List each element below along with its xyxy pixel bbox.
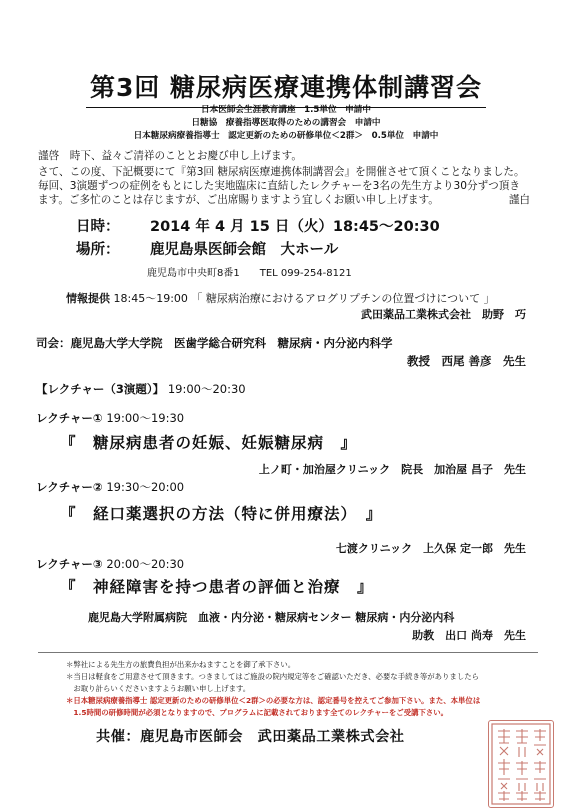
- lecture-1-title: 『 糖尿病患者の妊娠、妊娠糖尿病 』: [60, 434, 358, 452]
- info-session: [66, 290, 495, 306]
- moderator-line: 司会：鹿児島大学大学院 医歯学総合研究科 糖尿病・内分泌内科学: [36, 336, 393, 350]
- lecture-section-heading: [36, 381, 246, 397]
- lecture-2-time: 19:30～20:00: [106, 480, 185, 494]
- lecture-2-lecturer: 七渡クリニック 上久保 定一郎 先生: [335, 542, 526, 555]
- body-line-1: さて、この度、下記概要にて『第3回 糖尿病医療連携体制講習会』を開催させて頂くことなりました。: [38, 166, 525, 178]
- lecture-3-lecturer: 助教 出口 尚寿 先生: [412, 629, 526, 642]
- lecture-2-heading: [36, 479, 184, 495]
- lecture-1-time: 19:00～19:30: [106, 411, 185, 425]
- venue-label: 場所：: [76, 242, 120, 258]
- datetime-value: 2014 年 4 月 15 日（火）18:45～20:30: [150, 219, 440, 235]
- venue-address: 鹿児島市中央町8番1 TEL 099-254-8121: [147, 268, 352, 279]
- note-travel: ＊弊社による先生方の旅費負担が出来かねますことを御了承下さい。: [66, 660, 296, 669]
- lecture-3-heading: [36, 556, 184, 572]
- credit-line-cde: 日本糖尿病療養指導士 認定更新のための研修単位＜2群＞ 0.5単位 申請中: [133, 131, 439, 141]
- notes-block: [66, 659, 480, 719]
- note-cde-2: 1.5時間の研修時間が必須となりますので、プログラムに記載されております全てのレクチャーをご受講下さい。: [66, 708, 449, 717]
- lecture-3-title: 『 神経障害を持つ患者の評価と治療 』: [60, 578, 374, 596]
- lecture-1-lecturer: 上ノ町・加治屋クリニック 院長 加治屋 昌子 先生: [258, 463, 526, 476]
- moderator-name: 教授 西尾 善彦 先生: [406, 354, 526, 368]
- event-venue: [76, 238, 338, 259]
- info-time: 18:45～19:00: [113, 292, 188, 305]
- seal-graphic: [489, 721, 553, 807]
- info-presenter: 武田薬品工業株式会社 助野 巧: [361, 308, 526, 321]
- note-cde-1: ＊日本糖尿病療養指導士 認定更新のための研修単位＜2群＞の必要な方は、認定番号を控えてご参加下さい。また、本単位は: [66, 696, 481, 705]
- lecture-section-time: 19:00～20:30: [167, 382, 246, 396]
- credit-line-jda: 日糖協 療養指導医取得のための講習会 申請中: [191, 118, 381, 128]
- lecture-2-label: レクチャー②: [36, 480, 103, 494]
- university-seal-stamp: [488, 720, 554, 808]
- venue-value: 鹿児島県医師会館 大ホール: [150, 242, 339, 258]
- lecture-3-label: レクチャー③: [36, 557, 103, 571]
- notes-divider: [38, 652, 538, 653]
- greeting: 謹啓 時下、益々ご清祥のこととお慶び申し上げます。: [38, 150, 302, 162]
- lecture-3-time: 20:00～20:30: [106, 557, 185, 571]
- body-line-3: ます。ご多忙のことは存じますが、ご出席賜りますよう宜しくお願い申し上げます。: [38, 194, 439, 206]
- lecture-1-heading: [36, 410, 184, 426]
- body-line-2: 毎回、3演題ずつの症例をもとにした実地臨床に直結したレクチャーを3名の先生方より30分ずつ頂き: [38, 180, 520, 192]
- info-topic: 「 糖尿病治療におけるアログリプチンの位置づけについて 」: [191, 292, 495, 305]
- lecture-section-label: 【レクチャー（3演題）】: [36, 382, 165, 396]
- event-datetime: [76, 215, 440, 236]
- datetime-label: 日時：: [76, 219, 120, 235]
- page-title: 第3回 糖尿病医療連携体制講習会: [0, 68, 572, 104]
- cohost-line: 共催：鹿児島市医師会 武田薬品工業株式会社: [96, 729, 405, 745]
- lecture-2-title: 『 経口薬選択の方法（特に併用療法） 』: [60, 505, 383, 523]
- credit-line-jma: 日本医師会生涯教育講座 1.5単位 申請中: [201, 105, 371, 115]
- closing-word: 謹白: [508, 194, 530, 206]
- lecture-1-label: レクチャー①: [36, 411, 103, 425]
- lecture-3-affiliation: 鹿児島大学附属病院 血液・内分泌・糖尿病センター 糖尿病・内分泌内科: [88, 611, 455, 624]
- note-meal-2: お取り計らいくださいますようお願い申し上げます。: [66, 684, 251, 693]
- note-meal-1: ＊当日は軽食をご用意させて頂きます。つきましてはご施設の院内規定等をご確認いただき、必要な手続き等がありましたら: [66, 672, 479, 681]
- info-label: 情報提供: [66, 292, 110, 305]
